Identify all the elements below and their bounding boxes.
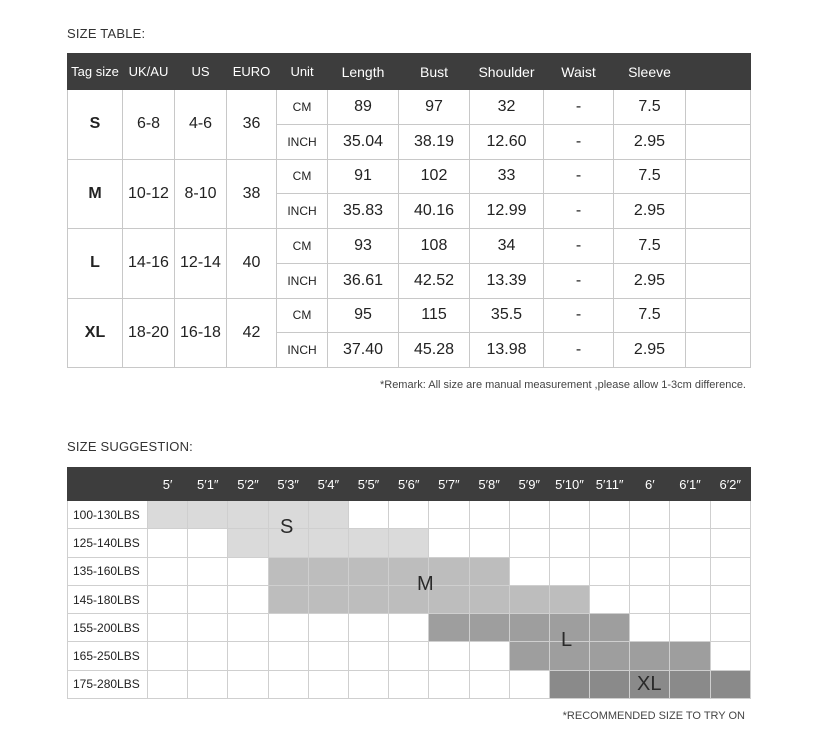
suggestion-cell-m (429, 557, 469, 585)
suggestion-cell-empty (590, 585, 630, 613)
length-value: 35.83 (328, 194, 399, 229)
size-mark-m: M (417, 573, 434, 595)
length-value: 37.40 (328, 333, 399, 368)
height-header: 5′10″ (549, 468, 589, 501)
size-row-xl-cm (68, 298, 751, 333)
sleeve-value: 7.5 (614, 229, 686, 264)
suggestion-cell-empty (670, 529, 710, 557)
empty-cell (686, 90, 751, 125)
weight-row (68, 642, 751, 670)
suggestion-cell-empty (710, 614, 750, 642)
height-header: 5′3″ (268, 468, 308, 501)
height-header: 5′4″ (308, 468, 348, 501)
empty-cell (686, 298, 751, 333)
suggestion-cell-empty (389, 670, 429, 698)
height-header: 6′2″ (710, 468, 750, 501)
suggestion-cell-empty (228, 642, 268, 670)
bust-value: 42.52 (399, 263, 470, 298)
suggestion-cell-empty (348, 501, 388, 529)
suggestion-cell-empty (348, 670, 388, 698)
empty-cell (686, 194, 751, 229)
bust-value: 38.19 (399, 124, 470, 159)
length-value: 91 (328, 159, 399, 194)
suggestion-cell-s (308, 529, 348, 557)
sleeve-value: 7.5 (614, 159, 686, 194)
suggestion-cell-m (348, 557, 388, 585)
suggestion-cell-empty (268, 642, 308, 670)
sleeve-value: 7.5 (614, 90, 686, 125)
shoulder-value: 33 (470, 159, 544, 194)
suggestion-cell-xl (710, 670, 750, 698)
size-table-title: SIZE TABLE: (67, 26, 146, 41)
shoulder-value: 13.98 (470, 333, 544, 368)
shoulder-value: 34 (470, 229, 544, 264)
suggestion-cell-l (509, 614, 549, 642)
suggestion-cell-empty (429, 501, 469, 529)
weight-row (68, 501, 751, 529)
suggestion-cell-empty (268, 614, 308, 642)
shoulder-value: 13.39 (470, 263, 544, 298)
bust-value: 102 (399, 159, 470, 194)
suggestion-cell-xl (670, 670, 710, 698)
size-suggestion-table (67, 467, 751, 699)
suggestion-header-row (68, 468, 751, 501)
size-tag: M (68, 159, 123, 229)
length-value: 36.61 (328, 263, 399, 298)
suggestion-cell-m (268, 585, 308, 613)
suggestion-cell-empty (630, 529, 670, 557)
suggestion-cell-empty (308, 670, 348, 698)
size-row-s-cm (68, 90, 751, 125)
suggestion-cell-m (509, 585, 549, 613)
length-value: 35.04 (328, 124, 399, 159)
suggestion-cell-empty (148, 557, 188, 585)
suggestion-cell-empty (148, 585, 188, 613)
height-header: 5′2″ (228, 468, 268, 501)
weight-label: 175-280LBS (68, 670, 148, 698)
waist-value: - (544, 298, 614, 333)
waist-value: - (544, 159, 614, 194)
shoulder-value: 32 (470, 90, 544, 125)
weight-row (68, 529, 751, 557)
size-row-l-cm (68, 229, 751, 264)
suggestion-cell-m (308, 585, 348, 613)
unit-cell: CM (277, 159, 328, 194)
suggestion-cell-empty (549, 557, 589, 585)
height-header: 5′8″ (469, 468, 509, 501)
height-header: 5′ (148, 468, 188, 501)
suggestion-cell-s (148, 501, 188, 529)
suggestion-cell-empty (710, 501, 750, 529)
suggestion-cell-l (429, 614, 469, 642)
suggestion-cell-s (228, 501, 268, 529)
empty-cell (686, 229, 751, 264)
suggestion-corner (68, 468, 148, 501)
euro-value: 36 (227, 90, 277, 160)
suggestion-cell-empty (188, 585, 228, 613)
shoulder-value: 35.5 (470, 298, 544, 333)
us-value: 12-14 (175, 229, 227, 299)
uk-au-value: 18-20 (123, 298, 175, 368)
bust-value: 45.28 (399, 333, 470, 368)
height-header: 5′7″ (429, 468, 469, 501)
waist-value: - (544, 263, 614, 298)
unit-cell: INCH (277, 124, 328, 159)
bust-value: 115 (399, 298, 470, 333)
suggestion-cell-empty (389, 642, 429, 670)
suggestion-cell-empty (188, 670, 228, 698)
waist-value: - (544, 124, 614, 159)
us-value: 16-18 (175, 298, 227, 368)
suggestion-cell-empty (348, 642, 388, 670)
unit-cell: CM (277, 90, 328, 125)
uk-au-value: 10-12 (123, 159, 175, 229)
suggestion-cell-s (228, 529, 268, 557)
suggestion-cell-s (188, 501, 228, 529)
euro-value: 42 (227, 298, 277, 368)
suggestion-cell-empty (549, 529, 589, 557)
suggestion-cell-xl (549, 670, 589, 698)
empty-cell (686, 263, 751, 298)
suggestion-cell-empty (630, 585, 670, 613)
suggestion-cell-m (549, 585, 589, 613)
suggestion-cell-s (348, 529, 388, 557)
suggestion-cell-empty (268, 670, 308, 698)
suggestion-cell-empty (429, 670, 469, 698)
height-header: 5′6″ (389, 468, 429, 501)
weight-row (68, 585, 751, 613)
size-suggestion-title: SIZE SUGGESTION: (67, 439, 193, 454)
height-header: 5′11″ (590, 468, 630, 501)
sleeve-value: 2.95 (614, 333, 686, 368)
waist-value: - (544, 333, 614, 368)
uk-au-value: 14-16 (123, 229, 175, 299)
weight-label: 100-130LBS (68, 501, 148, 529)
suggestion-cell-empty (429, 642, 469, 670)
suggestion-cell-empty (710, 585, 750, 613)
us-value: 4-6 (175, 90, 227, 160)
suggestion-cell-empty (469, 642, 509, 670)
length-value: 93 (328, 229, 399, 264)
suggestion-cell-empty (670, 501, 710, 529)
sleeve-value: 2.95 (614, 124, 686, 159)
suggestion-cell-empty (509, 501, 549, 529)
weight-label: 125-140LBS (68, 529, 148, 557)
height-header: 6′ (630, 468, 670, 501)
length-value: 95 (328, 298, 399, 333)
suggestion-cell-empty (590, 501, 630, 529)
suggestion-cell-empty (469, 529, 509, 557)
suggestion-cell-empty (469, 670, 509, 698)
suggestion-cell-empty (228, 614, 268, 642)
suggestion-cell-empty (710, 529, 750, 557)
suggestion-cell-empty (188, 642, 228, 670)
weight-row (68, 614, 751, 642)
suggestion-cell-m (469, 557, 509, 585)
suggestion-cell-empty (630, 614, 670, 642)
suggestion-cell-l (469, 614, 509, 642)
size-tag: XL (68, 298, 123, 368)
sleeve-value: 2.95 (614, 263, 686, 298)
size-mark-l: L (561, 629, 573, 651)
suggestion-cell-l (670, 642, 710, 670)
empty-cell (686, 159, 751, 194)
suggestion-cell-empty (389, 501, 429, 529)
size-tag: L (68, 229, 123, 299)
unit-cell: INCH (277, 194, 328, 229)
weight-row (68, 557, 751, 585)
suggestion-cell-xl (590, 670, 630, 698)
suggestion-cell-m (308, 557, 348, 585)
suggestion-cell-empty (148, 529, 188, 557)
suggestion-cell-empty (590, 529, 630, 557)
height-header: 5′1″ (188, 468, 228, 501)
remark-note: *Remark: All size are manual measurement ,please allow 1-3cm difference. (379, 379, 746, 391)
unit-cell: CM (277, 229, 328, 264)
suggestion-cell-empty (429, 529, 469, 557)
weight-label: 165-250LBS (68, 642, 148, 670)
unit-cell: CM (277, 298, 328, 333)
size-tag: S (68, 90, 123, 160)
suggestion-cell-m (348, 585, 388, 613)
header-unit: Unit (277, 54, 328, 90)
suggestion-cell-empty (148, 670, 188, 698)
waist-value: - (544, 229, 614, 264)
suggestion-cell-empty (670, 585, 710, 613)
suggestion-cell-m (469, 585, 509, 613)
suggestion-cell-s (389, 529, 429, 557)
suggestion-cell-empty (188, 614, 228, 642)
suggestion-cell-l (590, 614, 630, 642)
recommended-footnote: *RECOMMENDED SIZE TO TRY ON (562, 710, 745, 722)
size-table (67, 53, 751, 368)
header-bust: Bust (399, 54, 470, 90)
suggestion-cell-empty (509, 529, 549, 557)
suggestion-cell-m (429, 585, 469, 613)
suggestion-cell-empty (228, 585, 268, 613)
bust-value: 40.16 (399, 194, 470, 229)
sleeve-value: 7.5 (614, 298, 686, 333)
suggestion-cell-empty (308, 642, 348, 670)
size-table-header-row (68, 54, 751, 90)
header-uk-au: UK/AU (123, 54, 175, 90)
suggestion-cell-empty (188, 529, 228, 557)
bust-value: 108 (399, 229, 470, 264)
us-value: 8-10 (175, 159, 227, 229)
suggestion-cell-empty (148, 614, 188, 642)
suggestion-cell-empty (348, 614, 388, 642)
suggestion-cell-empty (670, 557, 710, 585)
height-header: 5′9″ (509, 468, 549, 501)
suggestion-cell-empty (710, 642, 750, 670)
header-tag-size: Tag size (68, 54, 123, 90)
suggestion-cell-empty (590, 557, 630, 585)
header-euro: EURO (227, 54, 277, 90)
suggestion-cell-empty (148, 642, 188, 670)
header-empty (686, 54, 751, 90)
suggestion-cell-empty (710, 557, 750, 585)
suggestion-cell-l (509, 642, 549, 670)
suggestion-cell-l (590, 642, 630, 670)
empty-cell (686, 333, 751, 368)
suggestion-cell-m (268, 557, 308, 585)
suggestion-cell-empty (188, 557, 228, 585)
suggestion-cell-empty (469, 501, 509, 529)
weight-label: 145-180LBS (68, 585, 148, 613)
header-length: Length (328, 54, 399, 90)
suggestion-cell-empty (549, 501, 589, 529)
empty-cell (686, 124, 751, 159)
suggestion-cell-empty (630, 501, 670, 529)
suggestion-cell-empty (509, 670, 549, 698)
euro-value: 38 (227, 159, 277, 229)
weight-label: 155-200LBS (68, 614, 148, 642)
size-row-m-cm (68, 159, 751, 194)
header-us: US (175, 54, 227, 90)
waist-value: - (544, 90, 614, 125)
waist-value: - (544, 194, 614, 229)
size-mark-xl: XL (637, 673, 662, 695)
suggestion-cell-empty (509, 557, 549, 585)
header-waist: Waist (544, 54, 614, 90)
unit-cell: INCH (277, 263, 328, 298)
shoulder-value: 12.99 (470, 194, 544, 229)
euro-value: 40 (227, 229, 277, 299)
length-value: 89 (328, 90, 399, 125)
sleeve-value: 2.95 (614, 194, 686, 229)
suggestion-cell-empty (228, 670, 268, 698)
suggestion-cell-empty (630, 557, 670, 585)
unit-cell: INCH (277, 333, 328, 368)
suggestion-cell-empty (228, 557, 268, 585)
suggestion-cell-empty (670, 614, 710, 642)
suggestion-cell-l (630, 642, 670, 670)
size-mark-s: S (280, 516, 294, 538)
suggestion-cell-s (308, 501, 348, 529)
header-sleeve: Sleeve (614, 54, 686, 90)
height-header: 6′1″ (670, 468, 710, 501)
suggestion-cell-empty (389, 614, 429, 642)
suggestion-cell-empty (308, 614, 348, 642)
bust-value: 97 (399, 90, 470, 125)
height-header: 5′5″ (348, 468, 388, 501)
header-shoulder: Shoulder (470, 54, 544, 90)
weight-label: 135-160LBS (68, 557, 148, 585)
shoulder-value: 12.60 (470, 124, 544, 159)
uk-au-value: 6-8 (123, 90, 175, 160)
